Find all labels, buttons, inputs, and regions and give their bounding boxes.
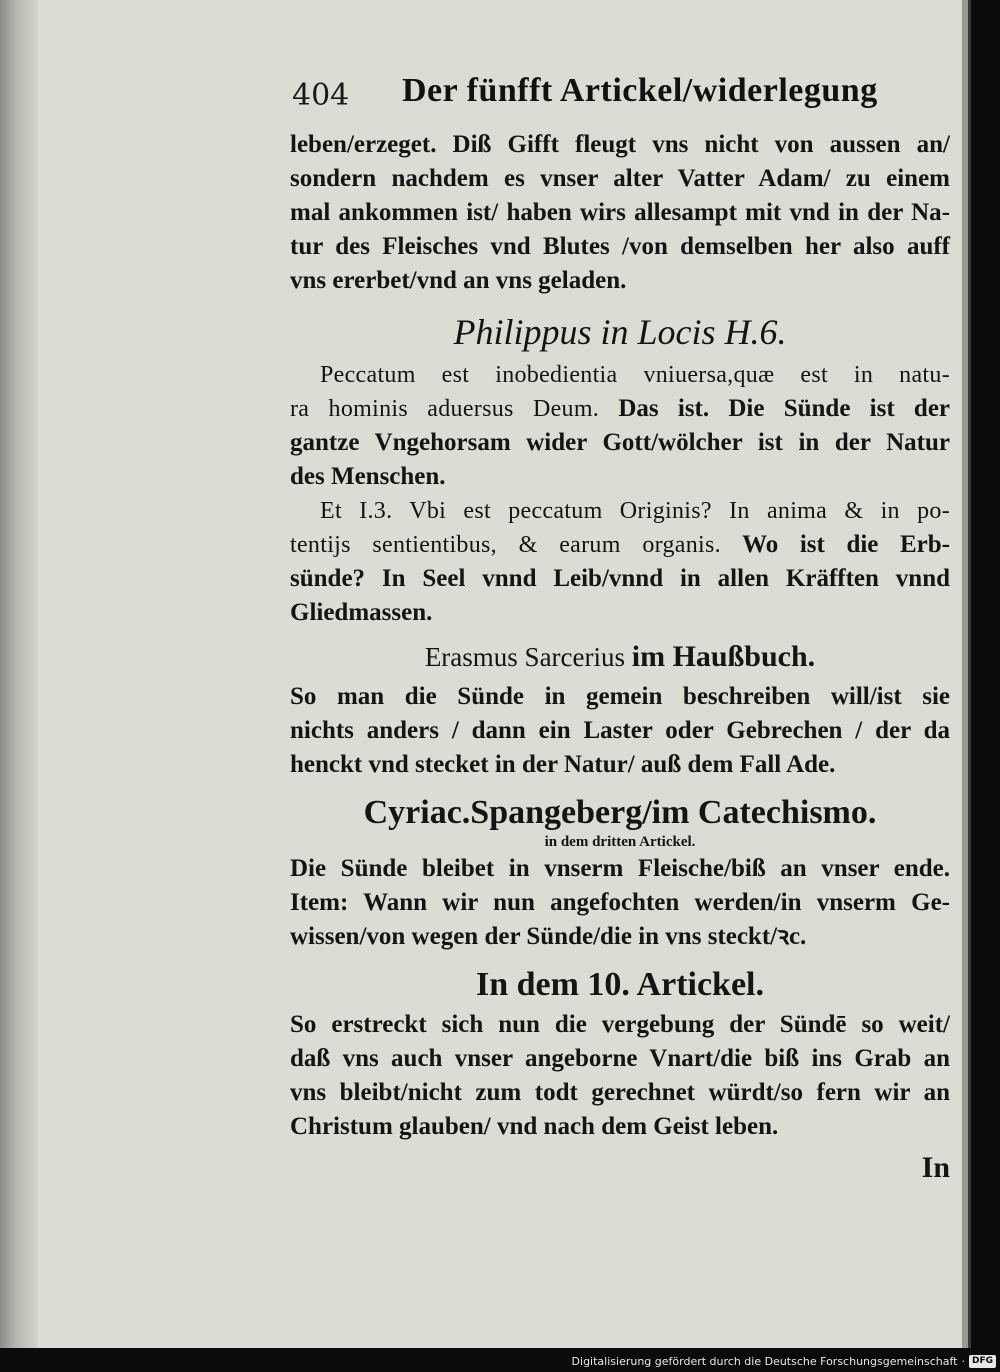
heading-spangeberg: Cyriac.Spangeberg/im Catechismo. xyxy=(363,794,877,831)
catchword: In xyxy=(921,1151,950,1184)
german-text: Das ist. Die Sünde ist der xyxy=(618,395,951,422)
text-line: Item: Wann wir nun angefochten werden/in vnserm Ge- xyxy=(290,889,950,916)
paragraph-4 xyxy=(290,680,950,782)
text-line: tur des Fleisches vnd Blutes /von demselben her also auff xyxy=(290,233,950,260)
heading-sarcerius xyxy=(290,636,950,678)
digitization-footer xyxy=(572,1355,996,1368)
text-line: Gliedmassen. xyxy=(290,599,433,626)
text-line: gantze Vngehorsam wider Gott/wölcher ist in der Natur xyxy=(290,429,950,456)
text-line: leben/erzeget. Diß Gifft fleugt vns nicht von aussen an/ xyxy=(290,131,950,158)
paragraph-2 xyxy=(290,358,950,494)
page-header xyxy=(292,72,892,132)
funding-credit: Digitalisierung gefördert durch die Deutsche Forschungsgemeinschaft xyxy=(571,1355,958,1368)
subheading-dritten-artickel: in dem dritten Artickel. xyxy=(544,834,696,850)
heading-zehnten-artickel: In dem 10. Artickel. xyxy=(475,966,765,1003)
heading-philippus: Philippus in Locis H.6. xyxy=(453,312,787,352)
text-line: sünde? In Seel vnnd Leib/vnnd in allen Kräfften vnnd xyxy=(290,565,950,592)
dfg-logo-icon: DFG xyxy=(969,1355,996,1368)
text-line: So erstreckt sich nun die vergebung der Sündē so weit/ xyxy=(290,1011,950,1038)
book-spine-shadow xyxy=(0,0,38,1348)
text-line: henckt vnd stecket in der Natur/ auß dem Fall Ade. xyxy=(290,751,836,778)
latin-text: tentijs sentientibus, & earum organis. xyxy=(290,532,721,558)
text-line: nichts anders / dann ein Laster oder Gebrechen / der da xyxy=(290,717,950,744)
text-line: Christum glauben/ vnd nach dem Geist leben. xyxy=(290,1113,779,1140)
german-text: Wo ist die Erb- xyxy=(742,531,950,558)
paragraph-5 xyxy=(290,852,950,954)
text-line: So man die Sünde in gemein beschreiben will/ist sie xyxy=(290,683,950,710)
text-line: wissen/von wegen der Sünde/die in vns steckt/ꝛc. xyxy=(290,923,807,950)
text-line: vns bleibt/nicht zum todt gerechnet würdt/so fern wir an xyxy=(290,1079,950,1106)
text-line: daß vns auch vnser angeborne Vnart/die biß ins Grab an xyxy=(290,1045,950,1072)
text-line: vns ererbet/vnd an vns geladen. xyxy=(290,267,627,294)
text-line: Die Sünde bleibet in vnserm Fleische/biß an vnser ende. xyxy=(290,855,950,882)
page-edge xyxy=(962,0,968,1348)
heading-fraktur-part: im Haußbuch. xyxy=(631,640,816,673)
mixed-line xyxy=(290,528,950,562)
mixed-line xyxy=(290,392,950,426)
latin-line: Peccatum est inobedientia vniuersa,quæ est in natu- xyxy=(320,362,950,388)
page-number: 404 xyxy=(292,78,350,113)
paragraph-6 xyxy=(290,1008,950,1144)
separator-dot: · xyxy=(961,1355,965,1368)
text-line: sondern nachdem es vnser alter Vatter Adam/ zu einem xyxy=(290,165,950,192)
text-line: mal ankommen ist/ haben wirs allesampt mit vnd in der Na- xyxy=(290,199,950,226)
page-text xyxy=(290,128,950,1188)
running-head: Der fünfft Artickel/widerlegung xyxy=(402,72,878,109)
latin-line: Et I.3. Vbi est peccatum Originis? In anima & in po- xyxy=(320,498,950,524)
paragraph-1 xyxy=(290,128,950,298)
text-line: des Menschen. xyxy=(290,463,446,490)
latin-text: ra hominis aduersus Deum. xyxy=(290,396,600,422)
paragraph-3 xyxy=(290,494,950,630)
heading-roman-part: Erasmus Sarcerius xyxy=(424,642,626,672)
